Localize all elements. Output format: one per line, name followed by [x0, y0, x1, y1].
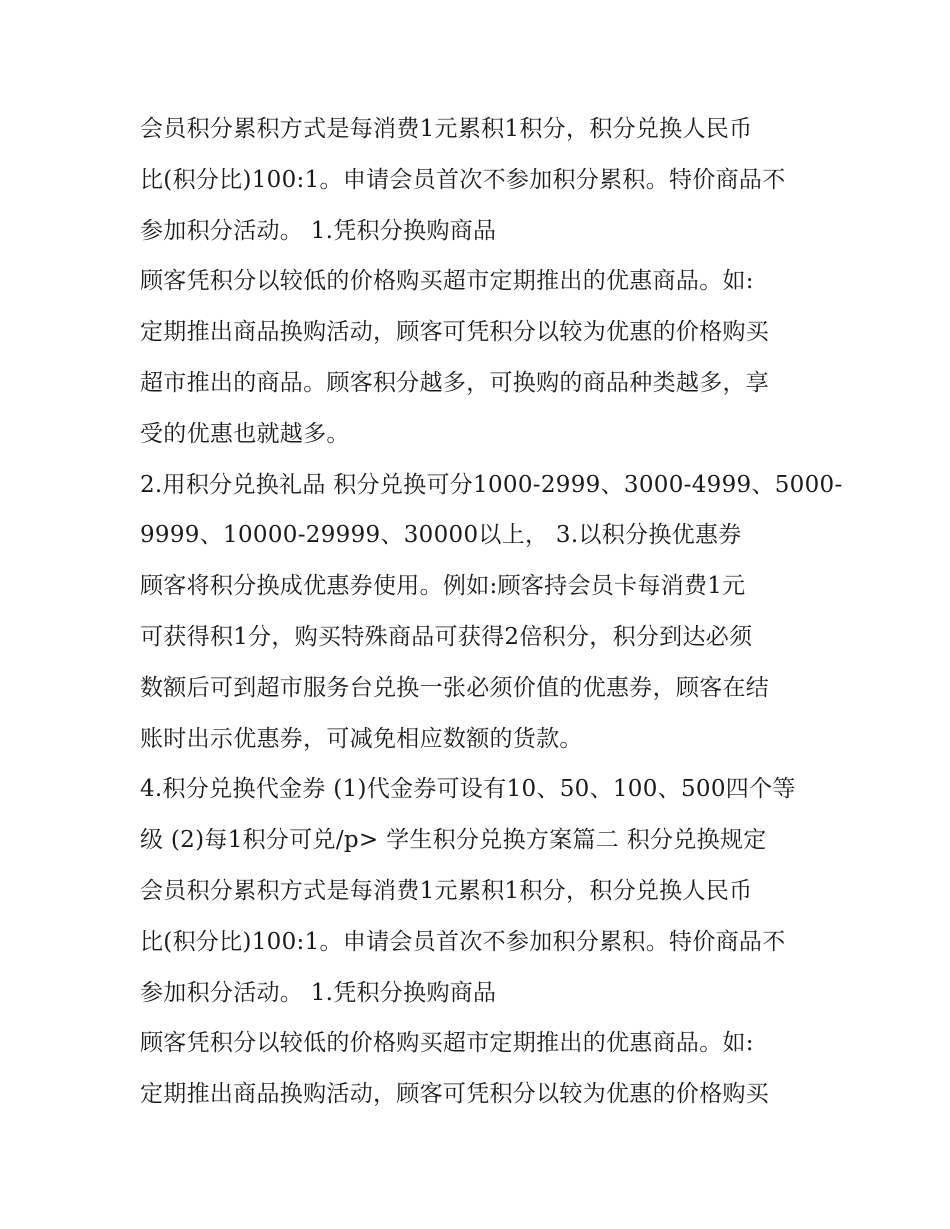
- text-line: 受的优惠也就越多。: [140, 420, 350, 447]
- text-line: 会员积分累积方式是每消费1元累积1积分，积分兑换人民币: [140, 877, 753, 904]
- text-line: 定期推出商品换购活动，顾客可凭积分以较为优惠的价格购买: [140, 1081, 770, 1108]
- text-line: 比(积分比)100:1。申请会员首次不参加积分累积。特价商品不: [140, 166, 786, 193]
- text-line: 2.用积分兑换礼品 积分兑换可分1000-2999、3000-4999、5000-: [140, 471, 843, 498]
- text-line: 顾客凭积分以较低的价格购买超市定期推出的优惠商品。如:: [140, 1030, 754, 1057]
- text-line: 参加积分活动。 1.凭积分换购商品: [140, 217, 497, 244]
- text-line: 可获得积1分，购买特殊商品可获得2倍积分，积分到达必须: [140, 623, 753, 650]
- text-line: 数额后可到超市服务台兑换一张必须价值的优惠券，顾客在结: [140, 674, 770, 701]
- text-line: 账时出示优惠券，可减免相应数额的货款。: [140, 725, 583, 752]
- text-line: 比(积分比)100:1。申请会员首次不参加积分累积。特价商品不: [140, 928, 786, 955]
- text-line: 参加积分活动。 1.凭积分换购商品: [140, 979, 497, 1006]
- text-line: 4.积分兑换代金券 (1)代金券可设有10、50、100、500四个等: [140, 776, 796, 803]
- text-line: 9999、10000-29999、30000以上， 3.以积分换优惠券: [140, 522, 742, 549]
- text-line: 超市推出的商品。顾客积分越多，可换购的商品种类越多，享: [140, 369, 770, 396]
- text-line: 顾客将积分换成优惠券使用。例如:顾客持会员卡每消费1元: [140, 573, 746, 600]
- text-line: 级 (2)每1积分可兑/p> 学生积分兑换方案篇二 积分兑换规定: [140, 827, 767, 854]
- text-line: 定期推出商品换购活动，顾客可凭积分以较为优惠的价格购买: [140, 319, 770, 346]
- document-body: [140, 104, 843, 1120]
- text-line: 顾客凭积分以较低的价格购买超市定期推出的优惠商品。如:: [140, 268, 754, 295]
- text-line: 会员积分累积方式是每消费1元累积1积分，积分兑换人民币: [140, 116, 753, 142]
